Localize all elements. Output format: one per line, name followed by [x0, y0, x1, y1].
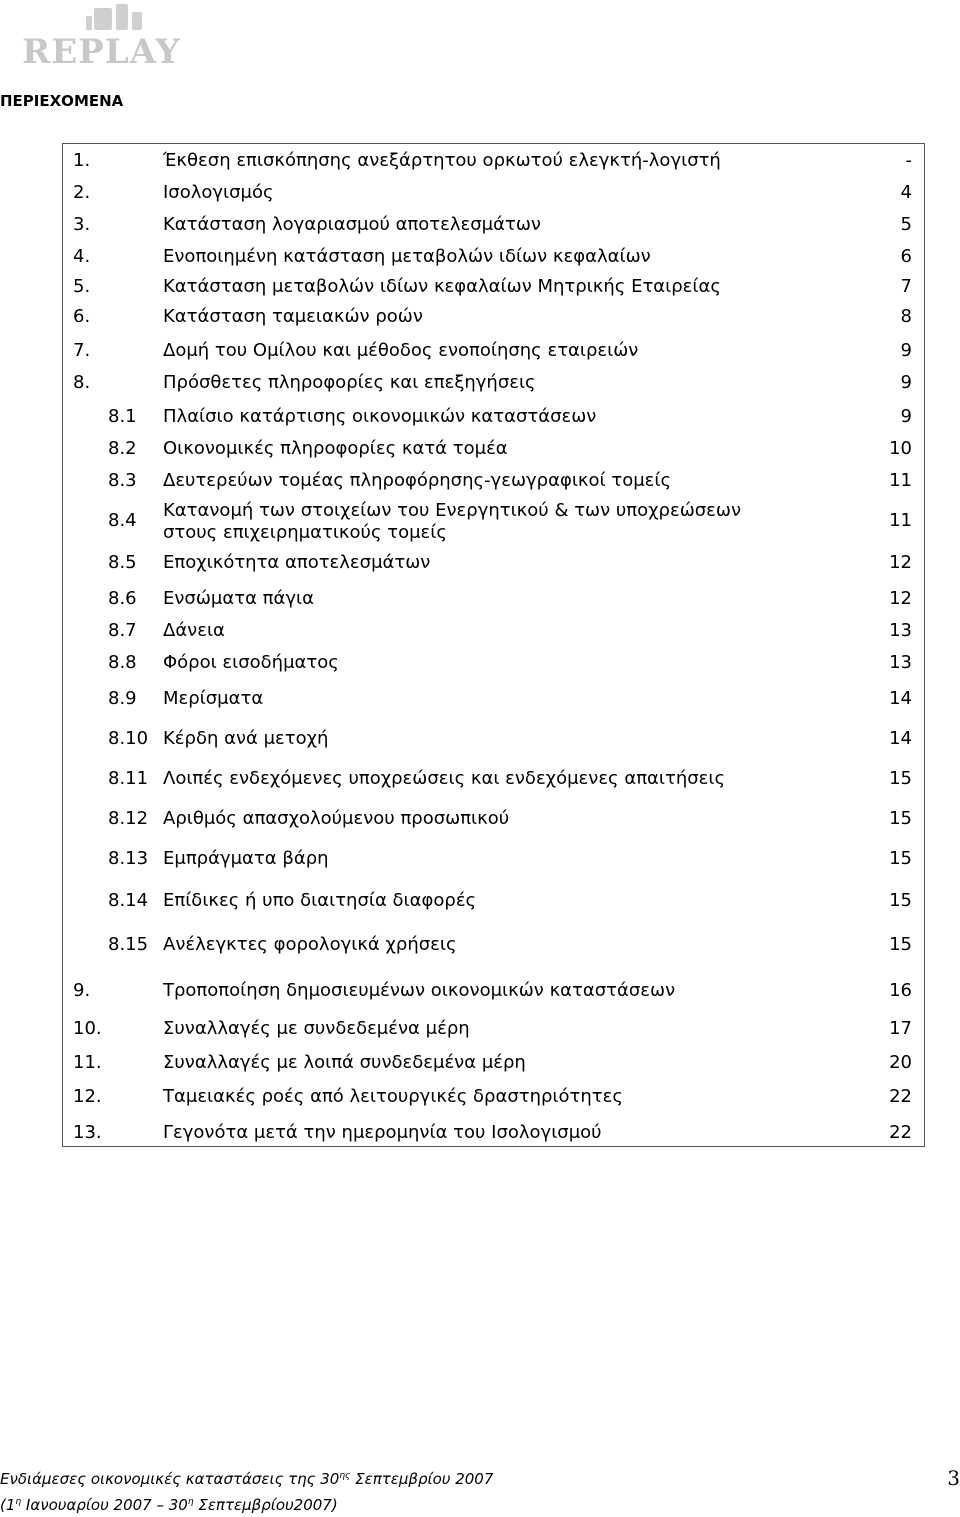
toc-number: 8.4	[108, 510, 137, 531]
toc-page: 5	[900, 214, 912, 235]
toc-title: Ενσώματα πάγια	[163, 588, 314, 609]
toc-title: Φόροι εισοδήματος	[163, 652, 339, 673]
toc-page: 10	[889, 438, 912, 459]
toc-page: 13	[889, 620, 912, 641]
toc-number: 11.	[73, 1052, 102, 1073]
toc-title: Κατάσταση ταμειακών ροών	[163, 306, 423, 327]
toc-number: 13.	[73, 1122, 102, 1143]
toc-page: 14	[889, 688, 912, 709]
toc-page: 15	[889, 848, 912, 869]
toc-number: 8.8	[108, 652, 137, 673]
toc-title: Αριθμός απασχολούμενου προσωπικού	[163, 808, 510, 829]
page-number: 3	[947, 1466, 960, 1490]
toc-number: 7.	[73, 340, 91, 361]
toc-title: Πλαίσιο κατάρτισης οικονομικών καταστάσεων	[163, 406, 597, 427]
toc-row	[63, 1118, 924, 1148]
toc-page: 13	[889, 652, 912, 673]
toc-row	[63, 272, 924, 302]
toc-row	[63, 210, 924, 240]
toc-number: 4.	[73, 246, 91, 267]
toc-page: 15	[889, 768, 912, 789]
toc-page: 11	[889, 510, 912, 531]
toc-page: 15	[889, 808, 912, 829]
toc-row	[63, 764, 924, 794]
toc-number: 2.	[73, 182, 91, 203]
toc-number: 8.	[73, 372, 91, 393]
toc-title: Λοιπές ενδεχόμενες υποχρεώσεις και ενδεχόμενες απαιτήσεις	[163, 768, 726, 789]
toc-page: 15	[889, 890, 912, 911]
toc-title: Κατανομή των στοιχείων του Ενεργητικού & των υποχρεώσεων στους επιχειρηματικούς τομείς	[163, 500, 742, 543]
toc-row	[63, 146, 924, 176]
toc-number: 8.12	[108, 808, 149, 829]
toc-number: 12.	[73, 1086, 102, 1107]
toc-title: Ισολογισμός	[163, 182, 274, 203]
toc-number: 8.9	[108, 688, 137, 709]
toc-row	[63, 500, 924, 543]
toc-page: 22	[889, 1086, 912, 1107]
toc-title: Κέρδη ανά μετοχή	[163, 728, 329, 749]
table-of-contents	[62, 143, 925, 1147]
toc-number: 1.	[73, 150, 91, 171]
toc-row	[63, 1082, 924, 1112]
toc-number: 3.	[73, 214, 91, 235]
toc-title: Δομή του Ομίλου και μέθοδος ενοποίησης εταιρειών	[163, 340, 639, 361]
toc-row	[63, 242, 924, 272]
toc-title: Κατάσταση λογαριασμού αποτελεσμάτων	[163, 214, 541, 235]
toc-page: 16	[889, 980, 912, 1001]
toc-number: 8.14	[108, 890, 149, 911]
toc-title: Έκθεση επισκόπησης ανεξάρτητου ορκωτού ελεγκτή-λογιστή	[163, 150, 721, 171]
toc-page: 12	[889, 588, 912, 609]
toc-page: 4	[900, 182, 912, 203]
logo-text: REPLAY	[22, 32, 181, 72]
toc-number: 8.13	[108, 848, 149, 869]
toc-page: 9	[900, 372, 912, 393]
toc-row	[63, 336, 924, 366]
toc-title: Κατάσταση μεταβολών ιδίων κεφαλαίων Μητρικής Εταιρείας	[163, 276, 721, 297]
toc-page: 22	[889, 1122, 912, 1143]
page-title: ΠΕΡΙΕΧΟΜΕΝΑ	[0, 92, 124, 110]
toc-number: 8.2	[108, 438, 137, 459]
toc-number: 8.15	[108, 934, 149, 955]
toc-title: Τροποποίηση δημοσιευμένων οικονομικών καταστάσεων	[163, 980, 676, 1001]
toc-title: Δάνεια	[163, 620, 225, 641]
toc-number: 10.	[73, 1018, 102, 1039]
toc-row	[63, 1048, 924, 1078]
toc-title: Ταμειακές ροές από λειτουργικές δραστηριότητες	[163, 1086, 623, 1107]
toc-number: 8.11	[108, 768, 149, 789]
toc-title: Ανέλεγκτες φορολογικά χρήσεις	[163, 934, 457, 955]
toc-row	[63, 844, 924, 874]
toc-row	[63, 684, 924, 714]
footer-line-1: Ενδιάμεσες οικονομικές καταστάσεις της $30^{\eta\varsigma}$ Σεπτεμβρίου 2007	[0, 1470, 494, 1488]
toc-title: Οικονομικές πληροφορίες κατά τομέα	[163, 438, 508, 459]
toc-page: 7	[900, 276, 912, 297]
toc-page: 9	[900, 406, 912, 427]
toc-row	[63, 302, 924, 332]
toc-number: 8.1	[108, 406, 137, 427]
toc-page: 20	[889, 1052, 912, 1073]
toc-row	[63, 548, 924, 578]
toc-title: Εμπράγματα βάρη	[163, 848, 329, 869]
toc-row	[63, 178, 924, 208]
footer-line-2: ($1^\eta$ Ιανουαρίου $2007 - 30^\eta$ Σεπτεμβρίου2007)	[0, 1496, 338, 1514]
toc-title: Εποχικότητα αποτελεσμάτων	[163, 552, 431, 573]
toc-title: Πρόσθετες πληροφορίες και επεξηγήσεις	[163, 372, 536, 393]
toc-title: Επίδικες ή υπο διαιτησία διαφορές	[163, 890, 477, 911]
toc-row	[63, 616, 924, 646]
toc-row	[63, 368, 924, 398]
logo-emblem-icon	[22, 2, 212, 36]
toc-row	[63, 1014, 924, 1044]
toc-title: Μερίσματα	[163, 688, 264, 709]
toc-title: Συναλλαγές με συνδεδεμένα μέρη	[163, 1018, 470, 1039]
toc-row	[63, 584, 924, 614]
toc-number: 8.7	[108, 620, 137, 641]
toc-page: -	[905, 150, 912, 171]
toc-row	[63, 930, 924, 960]
toc-title: Συναλλαγές με λοιπά συνδεδεμένα μέρη	[163, 1052, 526, 1073]
toc-title: Ενοποιημένη κατάσταση μεταβολών ιδίων κεφαλαίων	[163, 246, 651, 267]
toc-page: 17	[889, 1018, 912, 1039]
toc-number: 8.3	[108, 470, 137, 491]
toc-number: 9.	[73, 980, 91, 1001]
toc-page: 11	[889, 470, 912, 491]
toc-row	[63, 648, 924, 678]
toc-number: 5.	[73, 276, 91, 297]
toc-page: 15	[889, 934, 912, 955]
toc-row	[63, 976, 924, 1006]
toc-page: 12	[889, 552, 912, 573]
toc-page: 8	[900, 306, 912, 327]
replay-logo	[22, 2, 212, 72]
toc-row	[63, 724, 924, 754]
toc-page: 9	[900, 340, 912, 361]
toc-title: Γεγονότα μετά την ημερομηνία του Ισολογισμού	[163, 1122, 602, 1143]
toc-row	[63, 402, 924, 432]
toc-row	[63, 886, 924, 916]
toc-page: 6	[900, 246, 912, 267]
toc-number: 8.5	[108, 552, 137, 573]
toc-row	[63, 466, 924, 496]
toc-title: Δευτερεύων τομέας πληροφόρησης-γεωγραφικοί τομείς	[163, 470, 672, 491]
toc-row	[63, 434, 924, 464]
toc-page: 14	[889, 728, 912, 749]
toc-row	[63, 804, 924, 834]
toc-number: 6.	[73, 306, 91, 327]
toc-number: 8.10	[108, 728, 149, 749]
toc-number: 8.6	[108, 588, 137, 609]
